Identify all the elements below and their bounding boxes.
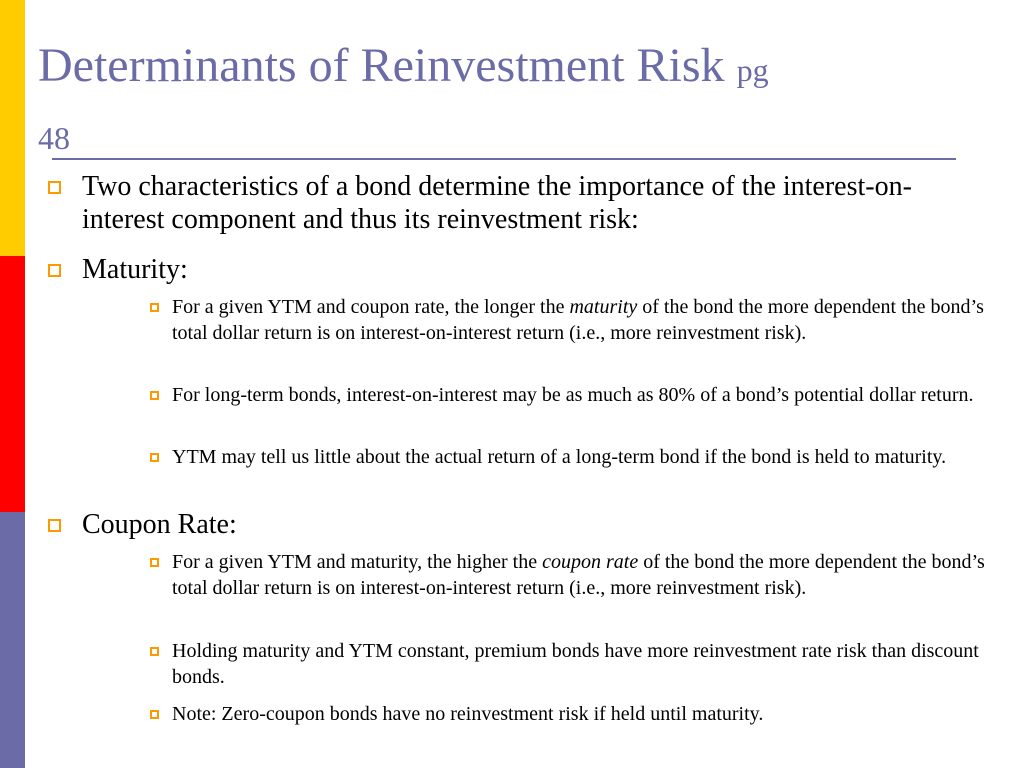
square-bullet-icon	[150, 453, 159, 462]
accent-bar-purple	[0, 512, 25, 768]
sub-bullet-coupon-2: Holding maturity and YTM constant, premium bonds have more reinvestment rate risk than discount bonds.	[172, 638, 992, 690]
bullet-coupon-rate: Coupon Rate:	[82, 508, 982, 541]
title-main: Determinants of Reinvestment Risk	[38, 39, 737, 92]
title-page-ref: pg 48	[38, 52, 769, 156]
sub-bullet-coupon-3: Note: Zero-coupon bonds have no reinvestment risk if held until maturity.	[172, 701, 992, 727]
sub-bullet-maturity-1: For a given YTM and coupon rate, the longer the maturity of the bond the more dependent the bond’s total dollar return is on interest-on-interest return (i.e., more reinvestment risk).	[172, 294, 992, 346]
title-divider	[52, 158, 956, 160]
square-bullet-icon	[150, 391, 159, 400]
sub-bullet-coupon-1: For a given YTM and maturity, the higher the coupon rate of the bond the more dependent the bond’s total dollar return is on interest-on-interest return (i.e., more reinvestment risk).	[172, 549, 992, 601]
bullet-maturity: Maturity:	[82, 253, 982, 286]
accent-bar-yellow	[0, 0, 25, 256]
slide-title	[38, 34, 998, 170]
square-bullet-icon	[48, 181, 61, 194]
square-bullet-icon	[150, 303, 159, 312]
square-bullet-icon	[48, 519, 61, 532]
sub-bullet-maturity-2: For long-term bonds, interest-on-interest may be as much as 80% of a bond’s potential dollar return.	[172, 382, 992, 408]
bullet-intro: Two characteristics of a bond determine the importance of the interest-on-interest component and thus its reinvestment risk:	[82, 170, 982, 236]
square-bullet-icon	[150, 558, 159, 567]
square-bullet-icon	[150, 647, 159, 656]
square-bullet-icon	[48, 264, 61, 277]
square-bullet-icon	[150, 710, 159, 719]
accent-bar-red	[0, 256, 25, 512]
sub-bullet-maturity-3: YTM may tell us little about the actual return of a long-term bond if the bond is held to maturity.	[172, 444, 992, 470]
